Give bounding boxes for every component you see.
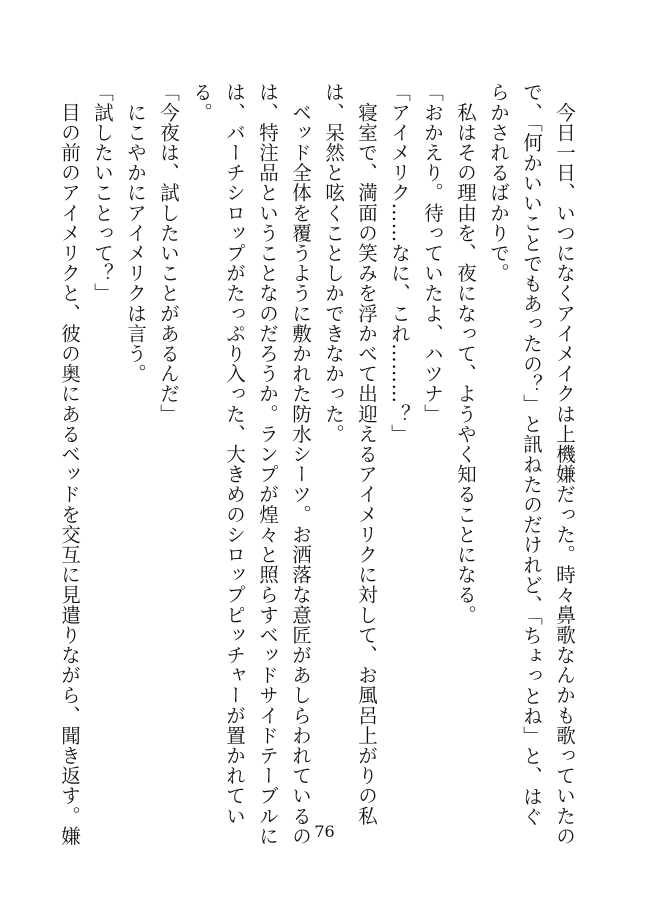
text-line: は、特注品ということなのだろうか。ランプが煌々と照らすベッドサイドテーブルに (256, 82, 279, 846)
text-line: にこやかにアイメリクは言う。 (124, 82, 147, 384)
text-line: 寝室で、満面の笑みを浮かべて出迎えるアイメリクに対して、お風呂上がりの私 (355, 82, 378, 826)
text-line: 今日一日、いつになくアイメイクは上機嫌だった。時々鼻歌なんかも歌っていたの (553, 82, 576, 846)
text-line: 私はその理由を、夜になって、ようやく知ることになる。 (454, 82, 477, 625)
text-line: る。 (190, 82, 213, 123)
page-number: 76 (314, 822, 335, 841)
text-line: で、「何かいいことでもあったの？」と訊ねたのだけれど、「ちょっとね」と、はぐ (520, 82, 543, 827)
text-line: 目の前のアイメリクと、彼の奥にあるベッドを交互に見遣りながら、聞き返す。嫌 (58, 82, 81, 846)
text-line: ベッド全体を覆うように敷かれた防水シーツ。お洒落な意匠があしらわれているの (289, 82, 312, 846)
text-line: 「今夜は、試したいことがあるんだ」 (157, 82, 180, 424)
text-line: らかされるばかりで。 (487, 82, 510, 283)
text-line: 「アイメリク……なに、これ………？」 (388, 82, 411, 444)
text-line: 「おかえり。待っていたよ、ハツナ」 (421, 82, 444, 424)
text-line: は、バーチシロップがたっぷり入った、大きめのシロップピッチャーが置かれてい (223, 82, 246, 826)
text-line: は、呆然と呟くことしかできなかった。 (322, 82, 345, 444)
text-line: 「試したいことって？」 (91, 82, 114, 304)
